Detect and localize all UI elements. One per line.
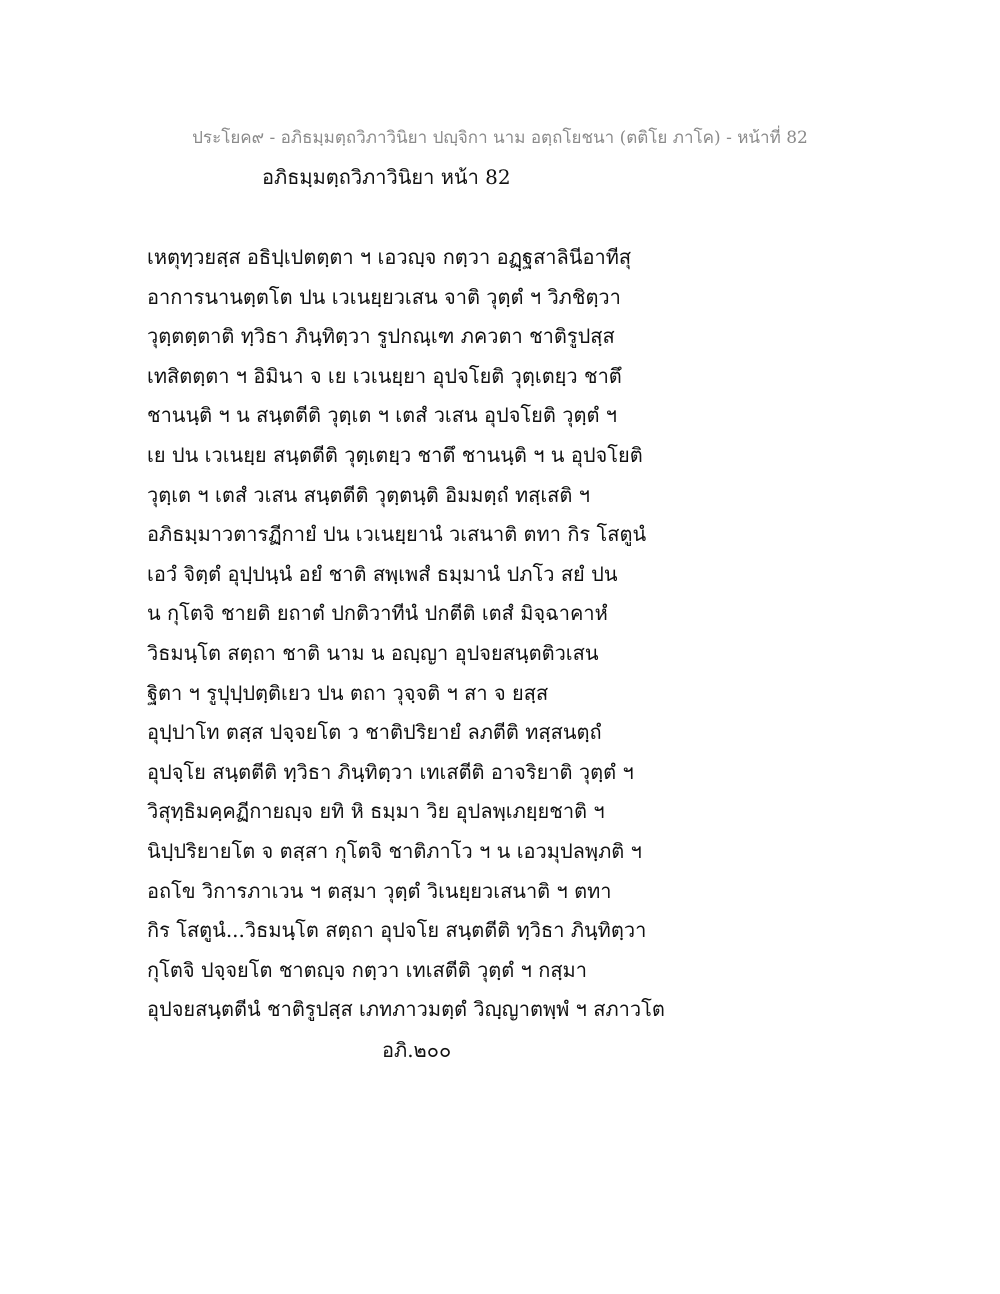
body-line: อุปจฺโย สนฺตตีติ ทฺวิธา ภินฺทิตฺวา เทเสตีติ อาจริยาติ วุตฺตํ ฯ xyxy=(147,759,634,784)
body-line: อุปฺปาโท ตสฺส ปจฺจยโต ว ชาติปริยายํ ลภตีติ ทสฺสนตฺถํ xyxy=(147,720,602,745)
body-line: นิปฺปริยายโต จ ตสฺสา กุโตจิ ชาติภาโว ฯ น เอวมุปลพฺภติ ฯ xyxy=(147,838,642,863)
body-line: อภิธมฺมาวตารฏีกายํ ปน เวเนยฺยานํ วเสนาติ ตทา กิร โสตูนํ xyxy=(147,522,647,547)
body-line: น กุโตจิ ชายติ ยถาตํ ปกติวาทีนํ ปกตีติ เตสํ มิจฺฉาคาหํ xyxy=(147,601,608,626)
body-line: เอวํ จิตฺตํ อุปฺปนฺนํ อยํ ชาติ สพฺเพสํ ธมฺมานํ ปภโว สยํ ปน xyxy=(147,561,618,586)
body-line: กุโตจิ ปจฺจยโต ชาตญฺจ กตฺวา เทเสตีติ วุตฺตํ ฯ กสฺมา xyxy=(147,957,587,982)
body-text xyxy=(147,238,867,1030)
body-line: วุตฺเต ฯ เตสํ วเสน สนฺตตีติ วุตฺตนฺติ อิมมตฺถํ ทสฺเสติ ฯ xyxy=(147,482,590,507)
body-line: เทสิตตฺตา ฯ อิมินา จ เย เวเนยฺยา อุปจโยติ วุตฺเตยฺว ชาตึ xyxy=(147,363,622,388)
body-line: เย ปน เวเนยฺย สนฺตตีติ วุตฺเตยฺว ชาตึ ชานนฺติ ฯ น อุปจโยติ xyxy=(147,442,643,467)
body-line: วิสุทฺธิมคฺคฏีกายญฺจ ยทิ หิ ธมฺมา วิย อุปลพฺเภยฺยชาติ ฯ xyxy=(147,799,605,824)
running-header: ประโยค๙ - อภิธมฺมตฺถวิภาวินิยา ปญฺจิกา นาม อตฺถโยชนา (ตติโย ภาโค) - หน้าที่ 82 xyxy=(192,128,808,148)
body-line: อุปจยสนฺตตีนํ ชาติรูปสฺส เภทภาวมตฺตํ วิญฺญาตพฺพํ ฯ สภาวโต xyxy=(147,997,665,1022)
body-line: ฐิตา ฯ รูปุปฺปตฺติเยว ปน ตถา วุจฺจติ ฯ สา จ ยสฺส xyxy=(147,680,549,705)
body-line: เหตุทฺวยสฺส อธิปฺเปตตฺตา ฯ เอวญฺจ กตฺวา อฏฺฐสาลินีอาทีสุ xyxy=(147,245,632,269)
page-title: อภิธมฺมตฺถวิภาวินิยา หน้า 82 xyxy=(262,165,511,189)
footer-page-mark: อภิ.๒๐๐ xyxy=(382,1038,452,1062)
body-line: วุตฺตตฺตาติ ทฺวิธา ภินฺทิตฺวา รูปกณฺเฑ ภควตา ชาติรูปสฺส xyxy=(147,324,615,349)
body-line: ชานนฺติ ฯ น สนฺตตีติ วุตฺเต ฯ เตสํ วเสน อุปจโยติ วุตฺตํ ฯ xyxy=(147,403,618,428)
body-line: อาการนานตฺตโต ปน เวเนยฺยวเสน จาติ วุตฺตํ ฯ วิภชิตฺวา xyxy=(147,284,621,309)
body-line: กิร โสตูนํ...วิธมนฺโต สตฺถา อุปจโย สนฺตตีติ ทฺวิธา ภินฺทิตฺวา xyxy=(147,918,647,943)
body-line: วิธมนฺโต สตฺถา ชาติ นาม น อญฺญา อุปจยสนฺตติวเสน xyxy=(147,640,599,665)
body-line: อถโข วิการภาเวน ฯ ตสฺมา วุตฺตํ วิเนยฺยวเสนาติ ฯ ตทา xyxy=(147,878,612,903)
